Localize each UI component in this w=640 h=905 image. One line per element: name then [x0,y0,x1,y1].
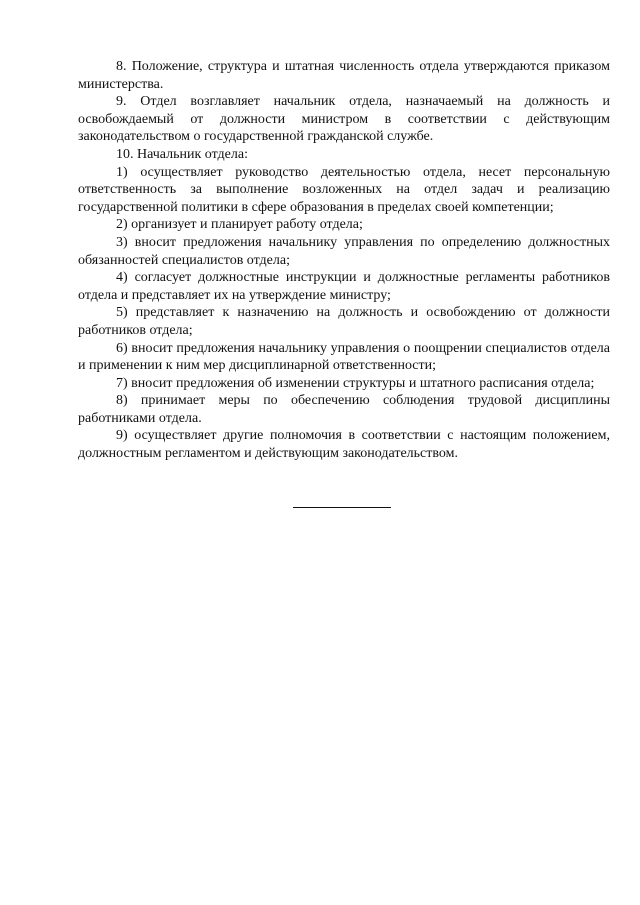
subitem-9: 9) осуществляет другие полномочия в соответствии с настоящим положением, должностным регламентом и действующим законодательством. [78,428,610,462]
subitem-1: 1) осуществляет руководство деятельностью отдела, несет персональную ответственность за выполнение возложенных на отдел задач и реализацию государственной политики в сфере образования в пределах своей компетенции; [78,164,610,215]
subitem-7: 7) вносит предложения об изменении структуры и штатного расписания отдела; [116,375,595,391]
subitem-2: 2) организует и планирует работу отдела; [116,217,363,233]
document-body [78,58,610,463]
paragraph-item-8: 8. Положение, структура и штатная численность отдела утверждаются приказом министерства. [78,59,610,92]
subitem-5: 5) представляет к назначению на должность и освобождению от должности работников отдела; [78,305,610,338]
subitem-3: 3) вносит предложения начальнику управления по определению должностных обязанностей специалистов отдела; [78,234,610,268]
end-separator-line [293,507,391,508]
paragraph-item-9: 9. Отдел возглавляет начальник отдела, назначаемый на должность и освобождаемый от должности министром в соответствии с действующим законодательством о государственной гражданской службе. [78,94,610,145]
paragraph-item-10-heading: 10. Начальник отдела: [116,146,248,162]
subitem-8: 8) принимает меры по обеспечению соблюдения трудовой дисциплины работниками отдела. [78,393,610,426]
subitem-4: 4) согласует должностные инструкции и должностные регламенты работников отдела и представляет их на утверждение министру; [78,270,610,303]
subitem-6: 6) вносит предложения начальнику управления о поощрении специалистов отдела и применении к ним мер дисциплинарной ответственности; [78,340,610,374]
